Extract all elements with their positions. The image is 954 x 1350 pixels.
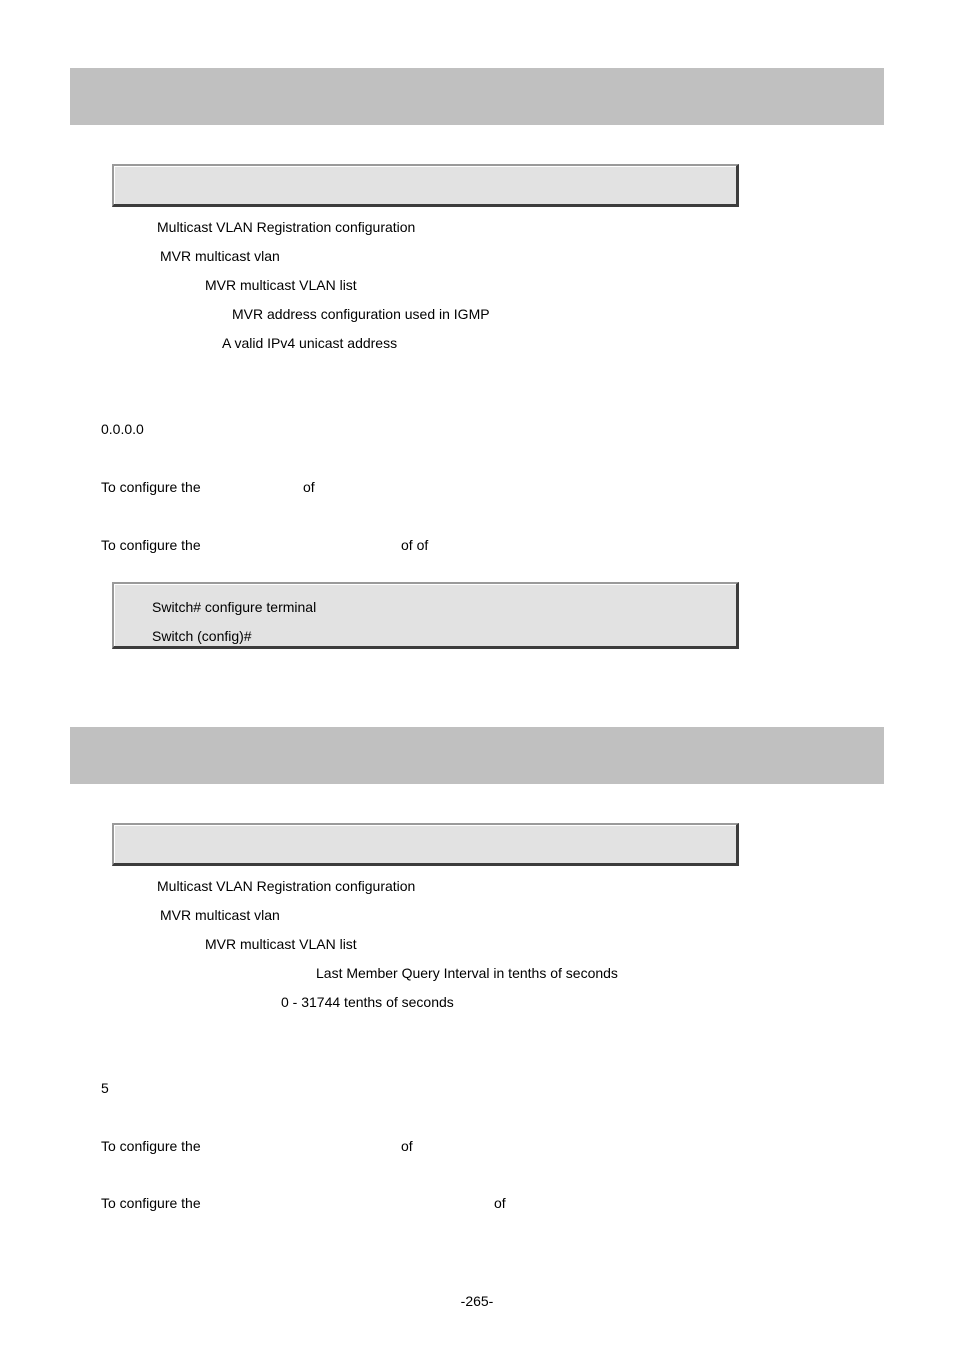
section-heading-band — [70, 68, 884, 125]
param-description: MVR multicast vlan — [160, 907, 280, 923]
usage-text: of — [401, 1138, 413, 1154]
example-line: Switch# configure terminal — [152, 599, 317, 615]
section-heading-band — [70, 727, 884, 784]
usage-text: of — [303, 479, 315, 495]
usage-text: To configure the — [101, 1138, 201, 1154]
param-description: MVR multicast VLAN list — [205, 936, 357, 952]
param-description: Last Member Query Interval in tenths of seconds — [316, 965, 618, 981]
default-value: 5 — [101, 1080, 109, 1096]
param-description: 0 - 31744 tenths of seconds — [281, 994, 454, 1010]
command-syntax-box — [112, 164, 739, 207]
usage-no-text: To configure the — [101, 1195, 201, 1211]
param-description: MVR address configuration used in IGMP — [232, 306, 490, 322]
param-description: MVR multicast vlan — [160, 248, 280, 264]
param-description: Multicast VLAN Registration configuration — [157, 878, 416, 894]
default-value: 0.0.0.0 — [101, 421, 144, 437]
usage-no-text: To configure the — [101, 537, 201, 553]
usage-no-text: of — [494, 1195, 506, 1211]
usage-text: To configure the — [101, 479, 201, 495]
page-number: -265- — [460, 1293, 494, 1309]
usage-no-text: of of — [401, 537, 429, 553]
param-description: A valid IPv4 unicast address — [222, 335, 398, 351]
command-syntax-box — [112, 823, 739, 866]
example-line: Switch (config)# — [152, 628, 252, 644]
param-description: Multicast VLAN Registration configuration — [157, 219, 416, 235]
param-description: MVR multicast VLAN list — [205, 277, 357, 293]
